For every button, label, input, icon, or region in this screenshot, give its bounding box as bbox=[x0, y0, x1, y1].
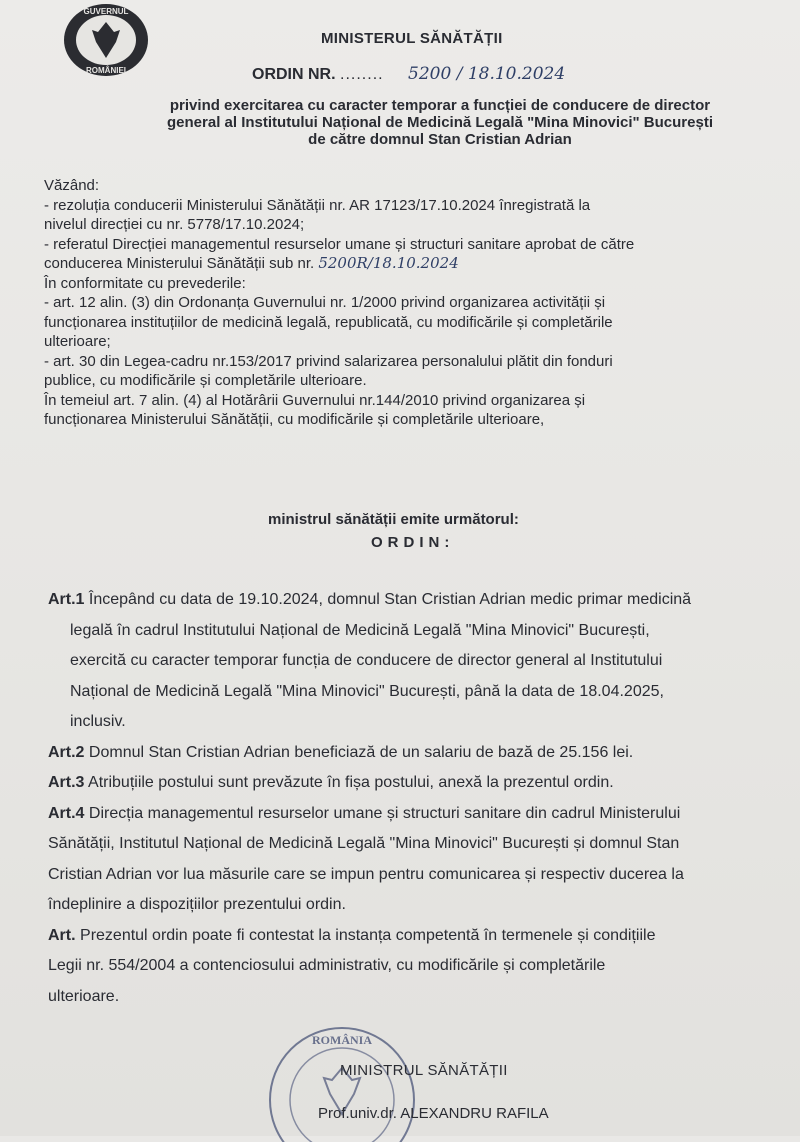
article-label: Art.2 bbox=[48, 743, 85, 761]
article-line: exercită cu caracter temporar funcția de conducere de director general al Institutului bbox=[70, 652, 663, 669]
subtitle-line: privind exercitarea cu caracter temporar a funcției de conducere de director bbox=[169, 97, 711, 114]
article-2 bbox=[48, 738, 793, 769]
preamble-line: nivelul direcției cu nr. 5778/17.10.2024; bbox=[44, 216, 305, 233]
article-line: Sănătății, Institutul Național de Medicină Legală "Mina Minovici" București și domnul Stan bbox=[48, 835, 680, 852]
article-line: Național de Medicină Legală "Mina Minovici" București, până la data de 18.04.2025, bbox=[70, 682, 664, 700]
preamble-line: - art. 30 din Legea-cadru nr.153/2017 privind salarizarea personalului plătit din fonduri bbox=[44, 352, 613, 370]
preamble-line: funcționarea Ministerului Sănătății, cu modificările și completările ulterioare, bbox=[44, 411, 545, 428]
article-line: Cristian Adrian vor lua măsurile care se impun pentru comunicarea și respectiv ducerea la bbox=[48, 865, 684, 883]
seal-text-bottom: ROMÂNIEI bbox=[86, 66, 126, 75]
article-4 bbox=[48, 799, 793, 921]
order-number-line bbox=[252, 64, 565, 84]
article-label: Art.4 bbox=[48, 804, 85, 822]
article-line: inclusiv. bbox=[70, 713, 126, 730]
preamble-line: conducerea Ministerului Sănătății sub nr. bbox=[44, 255, 319, 272]
article-5 bbox=[48, 921, 793, 1013]
article-line: Direcția managementul resurselor umane și structuri sanitare din cadrul Ministerului bbox=[88, 804, 681, 822]
ministry-stamp-icon bbox=[262, 1022, 422, 1142]
government-seal-icon bbox=[58, 2, 154, 78]
ministry-title: MINISTERUL SĂNĂTĂȚII bbox=[321, 30, 503, 47]
preamble-line: - referatul Direcției managementul resurselor umane și structuri sanitare aprobat de către bbox=[44, 235, 635, 253]
stamp-text: ROMÂNIA bbox=[312, 1033, 372, 1047]
seal-text-top: GUVERNUL bbox=[83, 7, 129, 16]
article-line: Domnul Stan Cristian Adrian beneficiază de un salariu de bază de 25.156 lei. bbox=[88, 743, 634, 761]
article-line: îndeplinire a dispozițiilor prezentului ordin. bbox=[48, 896, 346, 913]
article-line: Începând cu data de 19.10.2024, domnul Stan Cristian Adrian medic primar medicină bbox=[88, 591, 692, 608]
order-subtitle bbox=[100, 97, 780, 148]
ordin-heading: ORDIN: bbox=[371, 534, 455, 551]
preamble-line: publice, cu modificările și completările ulterioare. bbox=[44, 372, 367, 389]
preamble-line: - art. 12 alin. (3) din Ordonanța Guvernului nr. 1/2000 privind organizarea activității și bbox=[44, 294, 606, 311]
preamble bbox=[44, 176, 784, 430]
order-label: ORDIN NR. bbox=[252, 66, 336, 83]
signature-name: Prof.univ.dr. ALEXANDRU RAFILA bbox=[318, 1105, 549, 1122]
preamble-line: funcționarea instituțiilor de medicină legală, republicată, cu modificările și completările bbox=[44, 313, 613, 331]
article-line: legală în cadrul Institutului Național de Medicină Legală "Mina Minovici" București, bbox=[70, 621, 650, 639]
article-label: Art.1 bbox=[48, 591, 85, 608]
emite-line: ministrul sănătății emite următorul: bbox=[268, 511, 519, 528]
preamble-line: ulterioare; bbox=[44, 333, 111, 350]
article-label: Art. bbox=[48, 926, 76, 944]
article-line: Atribuțiile postului sunt prevăzute în fișa postului, anexă la prezentul ordin. bbox=[88, 774, 614, 791]
handwritten-reference: 5200R/18.10.2024 bbox=[318, 254, 459, 272]
preamble-line: În temeiul art. 7 alin. (4) al Hotărârii Guvernului nr.144/2010 privind organizarea și bbox=[44, 391, 586, 409]
article-line: Prezentul ordin poate fi contestat la instanța competentă în termenele și condițiile bbox=[80, 926, 656, 944]
preamble-line-with-ref bbox=[44, 254, 784, 274]
order-number-handwritten: 5200 / 18.10.2024 bbox=[408, 64, 566, 84]
subtitle-line: de către domnul Stan Cristian Adrian bbox=[308, 131, 572, 148]
order-dots: ........ bbox=[340, 66, 384, 83]
article-3 bbox=[48, 768, 793, 799]
articles bbox=[48, 585, 793, 1012]
preamble-line: - rezoluția conducerii Ministerului Sănătății nr. AR 17123/17.10.2024 înregistrată la bbox=[44, 196, 591, 214]
article-1 bbox=[48, 585, 793, 738]
preamble-line: Văzând: bbox=[44, 177, 100, 194]
article-label: Art.3 bbox=[48, 774, 85, 791]
signature-title: MINISTRUL SĂNĂTĂȚII bbox=[340, 1062, 508, 1079]
preamble-line: În conformitate cu prevederile: bbox=[44, 274, 246, 292]
subtitle-line: general al Institutului Național de Medicină Legală "Mina Minovici" București bbox=[167, 114, 713, 131]
article-line: Legii nr. 554/2004 a contenciosului administrativ, cu modificările și completările bbox=[48, 957, 606, 974]
article-line: ulterioare. bbox=[48, 987, 120, 1005]
